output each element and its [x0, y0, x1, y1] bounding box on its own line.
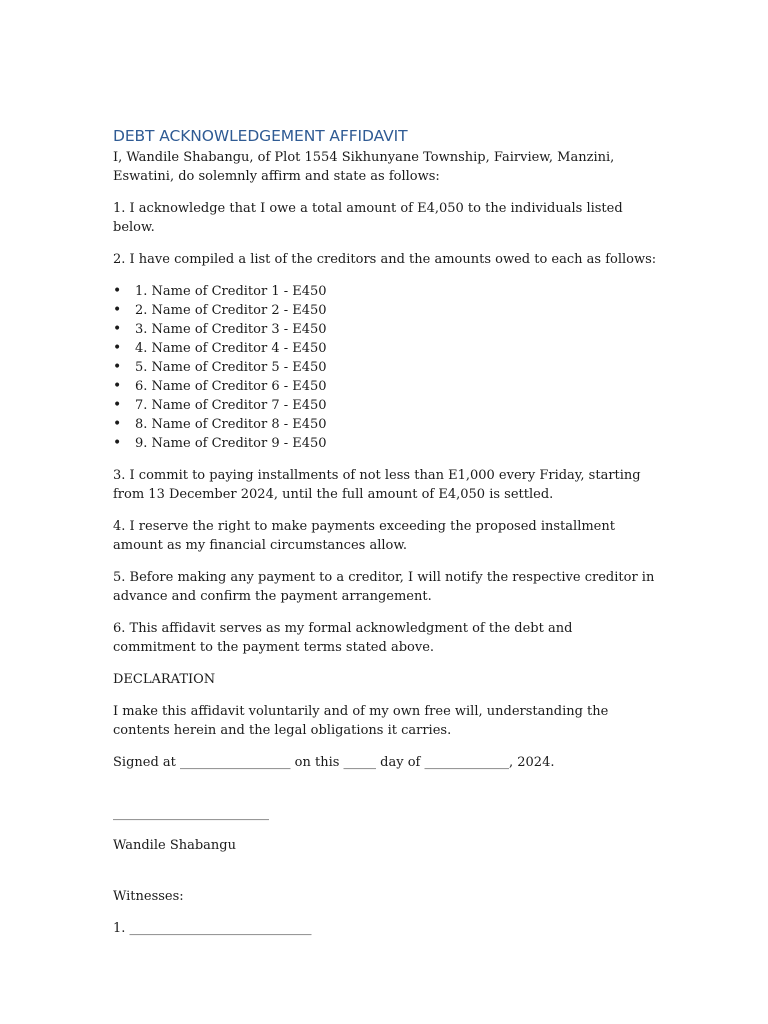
bullet-icon: •	[113, 397, 122, 413]
creditor-item	[113, 415, 658, 434]
creditor-text: 2. Name of Creditor 2 - E450	[135, 303, 327, 318]
creditor-text: 4. Name of Creditor 4 - E450	[135, 341, 327, 356]
witnesses-label: Witnesses:	[113, 889, 184, 904]
document-title: DEBT ACKNOWLEDGEMENT AFFIDAVIT	[113, 127, 408, 145]
creditor-item	[113, 358, 658, 377]
document-page	[113, 126, 658, 951]
clause-3: 3. I commit to paying installments of not less than E1,000 every Friday, starting from 13 December 2024, until the full amount of E4,050 is settled.	[113, 468, 641, 502]
creditor-item	[113, 434, 658, 453]
clause-6: 6. This affidavit serves as my formal acknowledgment of the debt and commitment to the payment terms stated above.	[113, 621, 573, 655]
creditor-item	[113, 282, 658, 301]
signed-at-line: Signed at _________________ on this _____ day of _____________, 2024.	[113, 755, 555, 770]
bullet-icon: •	[113, 283, 122, 299]
declaration-heading: DECLARATION	[113, 672, 216, 687]
creditor-item	[113, 320, 658, 339]
intro-paragraph: I, Wandile Shabangu, of Plot 1554 Sikhunyane Township, Fairview, Manzini, Eswatini, do solemnly affirm and state as follows:	[113, 150, 615, 184]
creditor-item	[113, 377, 658, 396]
creditor-text: 3. Name of Creditor 3 - E450	[135, 322, 327, 337]
signatory-name: Wandile Shabangu	[113, 838, 236, 853]
creditor-item	[113, 301, 658, 320]
clause-5: 5. Before making any payment to a creditor, I will notify the respective creditor in advance and confirm the payment arrangement.	[113, 570, 655, 604]
creditor-item	[113, 339, 658, 358]
bullet-icon: •	[113, 359, 122, 375]
creditor-text: 6. Name of Creditor 6 - E450	[135, 379, 327, 394]
declaration-text: I make this affidavit voluntarily and of my own free will, understanding the contents herein and the legal obligations it carries.	[113, 704, 609, 738]
bullet-icon: •	[113, 378, 122, 394]
bullet-icon: •	[113, 321, 122, 337]
clause-4: 4. I reserve the right to make payments exceeding the proposed installment amount as my financial circumstances allow.	[113, 519, 615, 553]
creditor-text: 8. Name of Creditor 8 - E450	[135, 417, 327, 432]
creditor-list	[113, 282, 658, 453]
creditor-text: 1. Name of Creditor 1 - E450	[135, 284, 327, 299]
clause-1: 1. I acknowledge that I owe a total amount of E4,050 to the individuals listed below.	[113, 201, 623, 235]
signature-line: ________________________	[113, 806, 269, 821]
bullet-icon: •	[113, 302, 122, 318]
creditor-item	[113, 396, 658, 415]
witness-1-line: 1. ____________________________	[113, 921, 312, 936]
bullet-icon: •	[113, 435, 122, 451]
creditor-text: 9. Name of Creditor 9 - E450	[135, 436, 327, 451]
creditor-text: 5. Name of Creditor 5 - E450	[135, 360, 327, 375]
creditor-text: 7. Name of Creditor 7 - E450	[135, 398, 327, 413]
bullet-icon: •	[113, 416, 122, 432]
bullet-icon: •	[113, 340, 122, 356]
clause-2: 2. I have compiled a list of the creditors and the amounts owed to each as follows:	[113, 252, 657, 267]
